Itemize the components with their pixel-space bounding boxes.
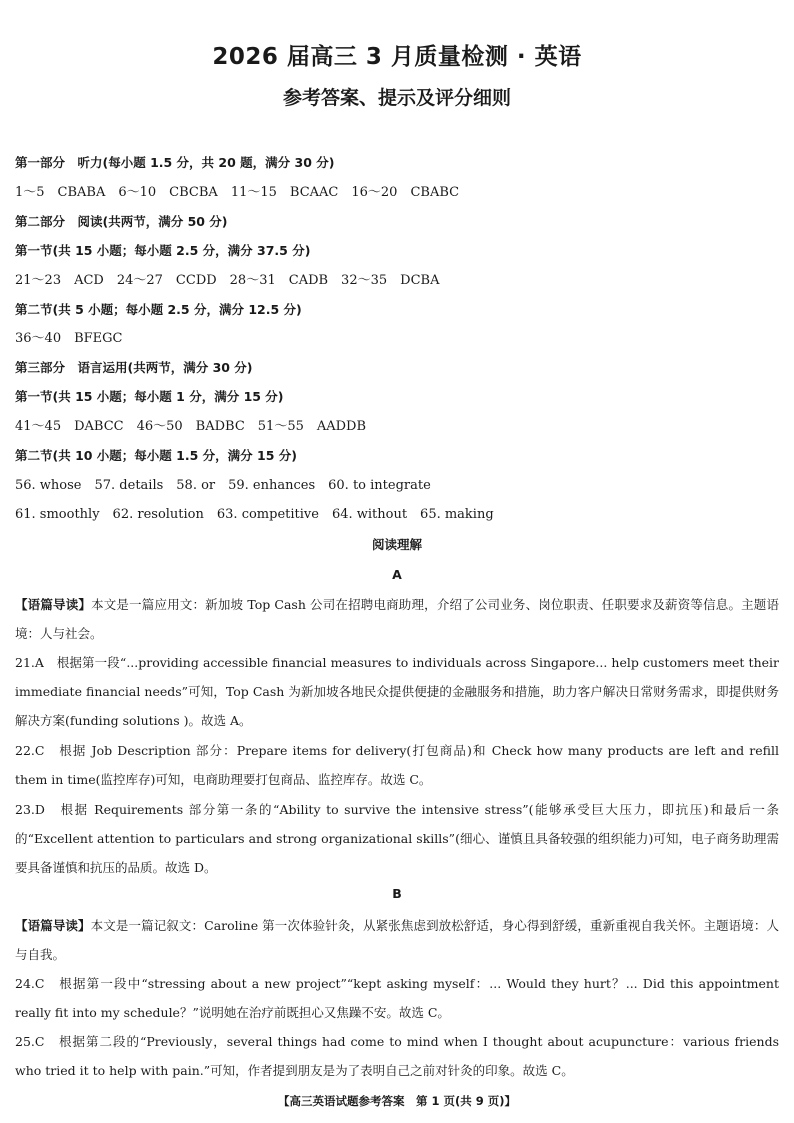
answer-explanation-24: 24.C 根据第一段中“stressing about a new project”“kept asking myself：... Would they hurt？... Did this appointment really fit into my schedule？”说明她在治疗前既担心又焦躁不安。故选 C。 <box>15 976 779 1020</box>
reading-heading: 阅读理解 <box>371 537 422 552</box>
answer-explanation-22: 22.C 根据 Job Description 部分：Prepare items for delivery(打包商品)和 Check how many products are left and refill them in time(监控库存)可知，电商助理要打包商品、监控库存。故选 C。 <box>15 743 779 787</box>
page-title: 2026 届高三 3 月质量检测 · 英语 <box>212 44 582 70</box>
answer-line: 第一节(共 15 小题；每小题 1 分，满分 15 分) <box>15 389 284 404</box>
answer-line: 第二部分 阅读(共两节，满分 50 分) <box>15 214 228 229</box>
page-subtitle: 参考答案、提示及评分细则 <box>282 87 511 109</box>
passage-a-intro <box>15 590 779 648</box>
answer-line: 56. whose 57. details 58. or 59. enhances 60. to integrate <box>15 478 431 493</box>
section-b-label: B <box>392 886 402 901</box>
answer-explanation-21: 21.A 根据第一段“...providing accessible financial measures to individuals across Singapore... help customers meet their immediate financial needs”可知，Top Cash 为新加坡各地民众提供便捷的金融服务和措施，助力客户解决日常财务需求，即提供财务解决方案(funding solutions )。故选 A。 <box>15 655 779 728</box>
section-a-label: A <box>392 567 402 582</box>
answer-explanation-25: 25.C 根据第二段的“Previously，several things had come to mind when I thought about acupuncture：various friends who tried it to help with pain.”可知，作者提到朋友是为了表明自己之前对针灸的印象。故选 C。 <box>15 1034 779 1078</box>
answer-line: 第一部分 听力(每小题 1.5 分，共 20 题，满分 30 分) <box>15 155 335 170</box>
intro-label: 【语篇导读】 <box>15 597 92 612</box>
intro-text: 本文是一篇应用文：新加坡 Top Cash 公司在招聘电商助理，介绍了公司业务、岗位职责、任职要求及薪资等信息。主题语境：人与社会。 <box>15 597 779 641</box>
answer-explanation-23: 23.D 根据 Requirements 部分第一条的“Ability to survive the intensive stress”(能够承受巨大压力，即抗压)和最后一条的“Excellent attention to particulars and strong organizational skills”(细心、谨慎且具备较强的组织能力)可知，电子商务助理需要具备谨慎和抗压的品质。故选 D。 <box>15 802 779 875</box>
page-footer: 【高三英语试题参考答案 第 1 页(共 9 页)】 <box>277 1094 517 1108</box>
answer-line: 第二节(共 5 小题；每小题 2.5 分，满分 12.5 分) <box>15 302 302 317</box>
intro-label: 【语篇导读】 <box>15 918 91 933</box>
answer-line: 41～45 DABCC 46～50 BADBC 51～55 AADDB <box>15 419 367 434</box>
answer-line: 第一节(共 15 小题；每小题 2.5 分，满分 37.5 分) <box>15 243 311 258</box>
answer-line: 36～40 BFEGC <box>15 331 123 346</box>
answer-line: 1～5 CBABA 6～10 CBCBA 11～15 BCAAC 16～20 CBABC <box>15 185 460 200</box>
answer-line: 61. smoothly 62. resolution 63. competitive 64. without 65. making <box>15 507 494 522</box>
passage-b-intro <box>15 911 779 969</box>
answer-line: 第三部分 语言运用(共两节，满分 30 分) <box>15 360 253 375</box>
answer-line: 21～23 ACD 24～27 CCDD 28～31 CADB 32～35 DCBA <box>15 273 440 288</box>
answer-line: 第二节(共 10 小题；每小题 1.5 分，满分 15 分) <box>15 448 297 463</box>
intro-text: 本文是一篇记叙文：Caroline 第一次体验针灸，从紧张焦虑到放松舒适，身心得到舒缓，重新重视自我关怀。主题语境：人与自我。 <box>15 918 779 962</box>
